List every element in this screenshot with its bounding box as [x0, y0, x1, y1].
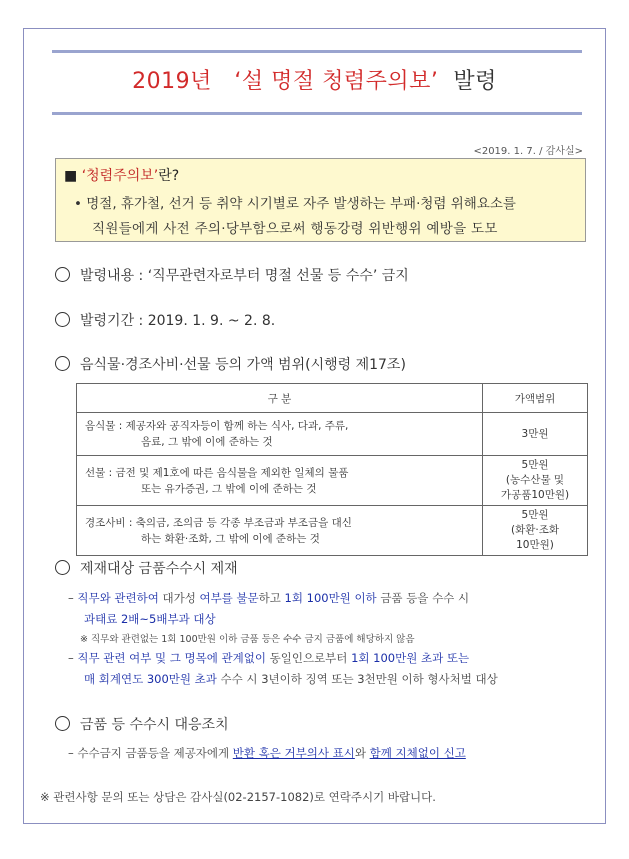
circle-bullet-icon [55, 716, 70, 731]
table-header-row [77, 384, 588, 413]
circle-bullet-icon [55, 312, 70, 327]
notice-line-1: • 명절, 휴가철, 선거 등 취약 시기별로 자주 발생하는 부패·청렴 위해요소를 [74, 196, 516, 212]
issue-date: <2019. 1. 7. / 감사실> [473, 146, 583, 157]
circle-bullet-icon [55, 356, 70, 371]
title-year: 2019년 [132, 69, 212, 94]
table-header: 구 분 [77, 384, 483, 413]
table-row [77, 506, 588, 556]
title-quoted: ‘설 명절 청렴주의보’ [234, 69, 439, 94]
sanction-line-2: 과태료 2배~5배부과 대상 [84, 612, 216, 626]
price-table [76, 383, 588, 556]
notice-box [55, 158, 586, 242]
sanction-line-4: 매 회계연도 300만원 초과 수수 시 3년이하 징역 또는 3천만원 이하 형사처벌 대상 [84, 672, 498, 686]
title-rule-bottom [52, 112, 582, 115]
table-cell-amount: 3만원 [483, 413, 588, 456]
title-rule-top [52, 50, 582, 53]
page-title [40, 64, 589, 95]
table-cell-desc: 경조사비 : 축의금, 조의금 등 각종 부조금과 부조금을 대신 하는 화환·조화, 그 밖에 이에 준하는 것 [77, 506, 483, 556]
sanction-note: ※ 직무와 관련없는 1회 100만원 이하 금품 등은 수수 금지 금품에 해당하지 않음 [80, 634, 415, 645]
sanction-line-3: – 직무 관련 여부 및 그 명목에 관계없이 동일인으로부터 1회 100만원 초과 또는 [68, 651, 470, 665]
table-row [77, 413, 588, 456]
section-period: 발령기간 : 2019. 1. 9. ~ 2. 8. [55, 310, 275, 330]
table-header: 가액범위 [483, 384, 588, 413]
sanction-line-1: – 직무와 관련하여 대가성 여부를 불문하고 1회 100만원 이하 금품 등을 수수 시 [68, 591, 470, 605]
section-action: 금품 등 수수시 대응조치 [55, 714, 229, 734]
circle-bullet-icon [55, 267, 70, 282]
action-line: – 수수금지 금품등을 제공자에게 반환 혹은 거부의사 표시와 함께 지체없이 신고 [68, 746, 466, 760]
notice-heading: ■ ‘청렴주의보’란? [64, 168, 180, 184]
title-suffix: 발령 [453, 69, 497, 94]
circle-bullet-icon [55, 560, 70, 575]
section-price-range: 음식물·경조사비·선물 등의 가액 범위(시행령 제17조) [55, 354, 406, 374]
table-cell-desc: 선물 : 금전 및 제1호에 따른 음식물을 제외한 일체의 물품 또는 유가증권, 그 밖에 이에 준하는 것 [77, 456, 483, 506]
table-row [77, 456, 588, 506]
section-content: 발령내용 : ‘직무관련자로부터 명절 선물 등 수수’ 금지 [55, 265, 409, 285]
table-cell-amount: 5만원 (화환·조화 10만원) [483, 506, 588, 556]
table-cell-desc: 음식물 : 제공자와 공직자등이 함께 하는 식사, 다과, 주류, 음료, 그 밖에 이에 준하는 것 [77, 413, 483, 456]
section-sanction: 제재대상 금품수수시 제재 [55, 558, 238, 578]
table-cell-amount: 5만원 (농수산물 및 가공품10만원) [483, 456, 588, 506]
notice-line-2: 직원들에게 사전 주의·당부함으로써 행동강령 위반행위 예방을 도모 [92, 221, 498, 237]
contact-footer: ※ 관련사항 문의 또는 상담은 감사실(02-2157-1082)로 연락주시기 바랍니다. [40, 790, 436, 804]
